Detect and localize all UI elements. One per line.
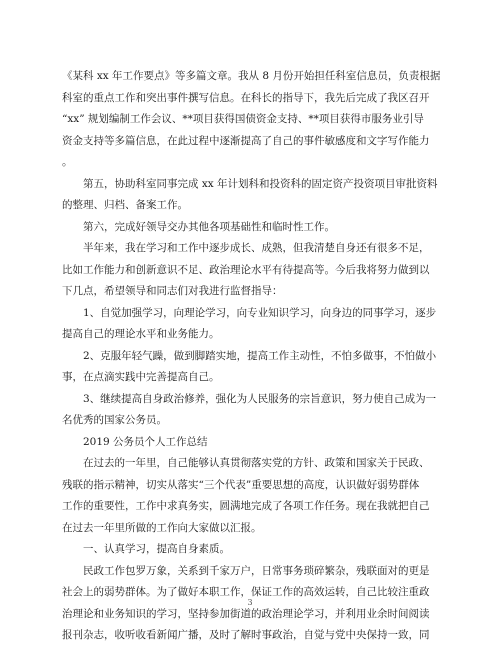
text-line: 的整理、归档、备案工作。 bbox=[62, 199, 188, 211]
text-line: 2、克服年轻气躁，做到脚踏实地，提高工作主动性，不怕多做事，不怕做小 bbox=[83, 349, 437, 362]
document-body bbox=[62, 66, 440, 647]
text-line: 半年来，我在学习和工作中逐步成长、成熟，但我清楚自身还有很多不足， bbox=[83, 242, 430, 254]
page-number: 3 bbox=[247, 598, 253, 607]
paragraph-half-year bbox=[62, 238, 440, 303]
paragraph-fifth bbox=[62, 174, 440, 217]
text-line: 社会上的弱势群体。为了做好本职工作，保证工作的高效运转，自己比较注重政 bbox=[62, 586, 430, 598]
text-line: 资金支持等多篇信息，在此过程中逐渐提高了自己的事件敏感度和文字写作能力 bbox=[62, 134, 430, 147]
text-line: 比如工作能力和创新意识不足、政治理论水平有待提高等。今后我将努力做到以 bbox=[62, 263, 430, 276]
text-line: 民政工作包罗万象，关系到千家万户，日常事务琐碎繁杂，残联面对的更是 bbox=[83, 564, 430, 577]
subheading-study bbox=[62, 539, 440, 561]
text-line: 工作的重要性，工作中求真务实，圆满地完成了各项工作任务。现在我就把自己 bbox=[62, 500, 430, 512]
text-line: 在过去的一年里，自己能够认真贯彻落实党的方针、政策和国家关于民政、 bbox=[83, 457, 430, 469]
paragraph-point-3 bbox=[62, 389, 440, 432]
text-line: 报刊杂志，收听收看新闻广播，及时了解时事政治，自觉与党中央保持一致，同 bbox=[62, 629, 430, 641]
text-line: 提高自己的理论水平和业务能力。 bbox=[62, 328, 220, 340]
text-line: 3、继续提高自身政治修养，强化为人民服务的宗旨意识，努力使自己成为一 bbox=[83, 392, 437, 405]
text-line: “xx” 规划编制工作会议、**项目获得国债资金支持、**项目获得市服务业引导 bbox=[62, 113, 424, 125]
text-line: 名优秀的国家公务员。 bbox=[62, 414, 167, 426]
text-line: 《某科 xx 年工作要点》等多篇文章。我从 8 月份开始担任科室信息员，负责根据 bbox=[62, 70, 440, 82]
heading-line: 2019 公务员个人工作总结 bbox=[83, 435, 208, 448]
text-line: 第六，完成好领导交办其他各项基础性和临时性工作。 bbox=[83, 220, 335, 233]
paragraph-point-1 bbox=[62, 303, 440, 346]
text-line: 1、自觉加强学习，向理论学习，向专业知识学习，向身边的同事学习，逐步 bbox=[83, 306, 437, 319]
text-line: 第五，协助科室同事完成 xx 年计划科和投资科的固定资产投资项目审批资料 bbox=[83, 177, 438, 190]
paragraph-sixth bbox=[62, 217, 440, 239]
text-line: 科室的重点工作和突出事件撰写信息。在科长的指导下，我先后完成了我区召开 bbox=[62, 91, 430, 104]
paragraph-continuation bbox=[62, 66, 440, 174]
paragraph-past-year bbox=[62, 453, 440, 539]
text-line: 。 bbox=[62, 156, 73, 168]
text-line: 残联的指示精神，切实从落实“三个代表”重要思想的高度，认识做好弱势群体 bbox=[62, 478, 420, 491]
heading-line: 一、认真学习，提高自身素质。 bbox=[83, 543, 230, 555]
text-line: 在过去一年里所做的工作向大家做以汇报。 bbox=[62, 521, 262, 534]
text-line: 下几点，希望领导和同志们对我进行监督指导： bbox=[62, 285, 283, 297]
text-line: 治理论和业务知识的学习，坚持参加街道的政治理论学习，并利用业余时间阅读 bbox=[62, 607, 430, 620]
text-line: 事，在点滴实践中完善提高自己。 bbox=[62, 371, 220, 383]
section-heading bbox=[62, 432, 440, 454]
paragraph-point-2 bbox=[62, 346, 440, 389]
